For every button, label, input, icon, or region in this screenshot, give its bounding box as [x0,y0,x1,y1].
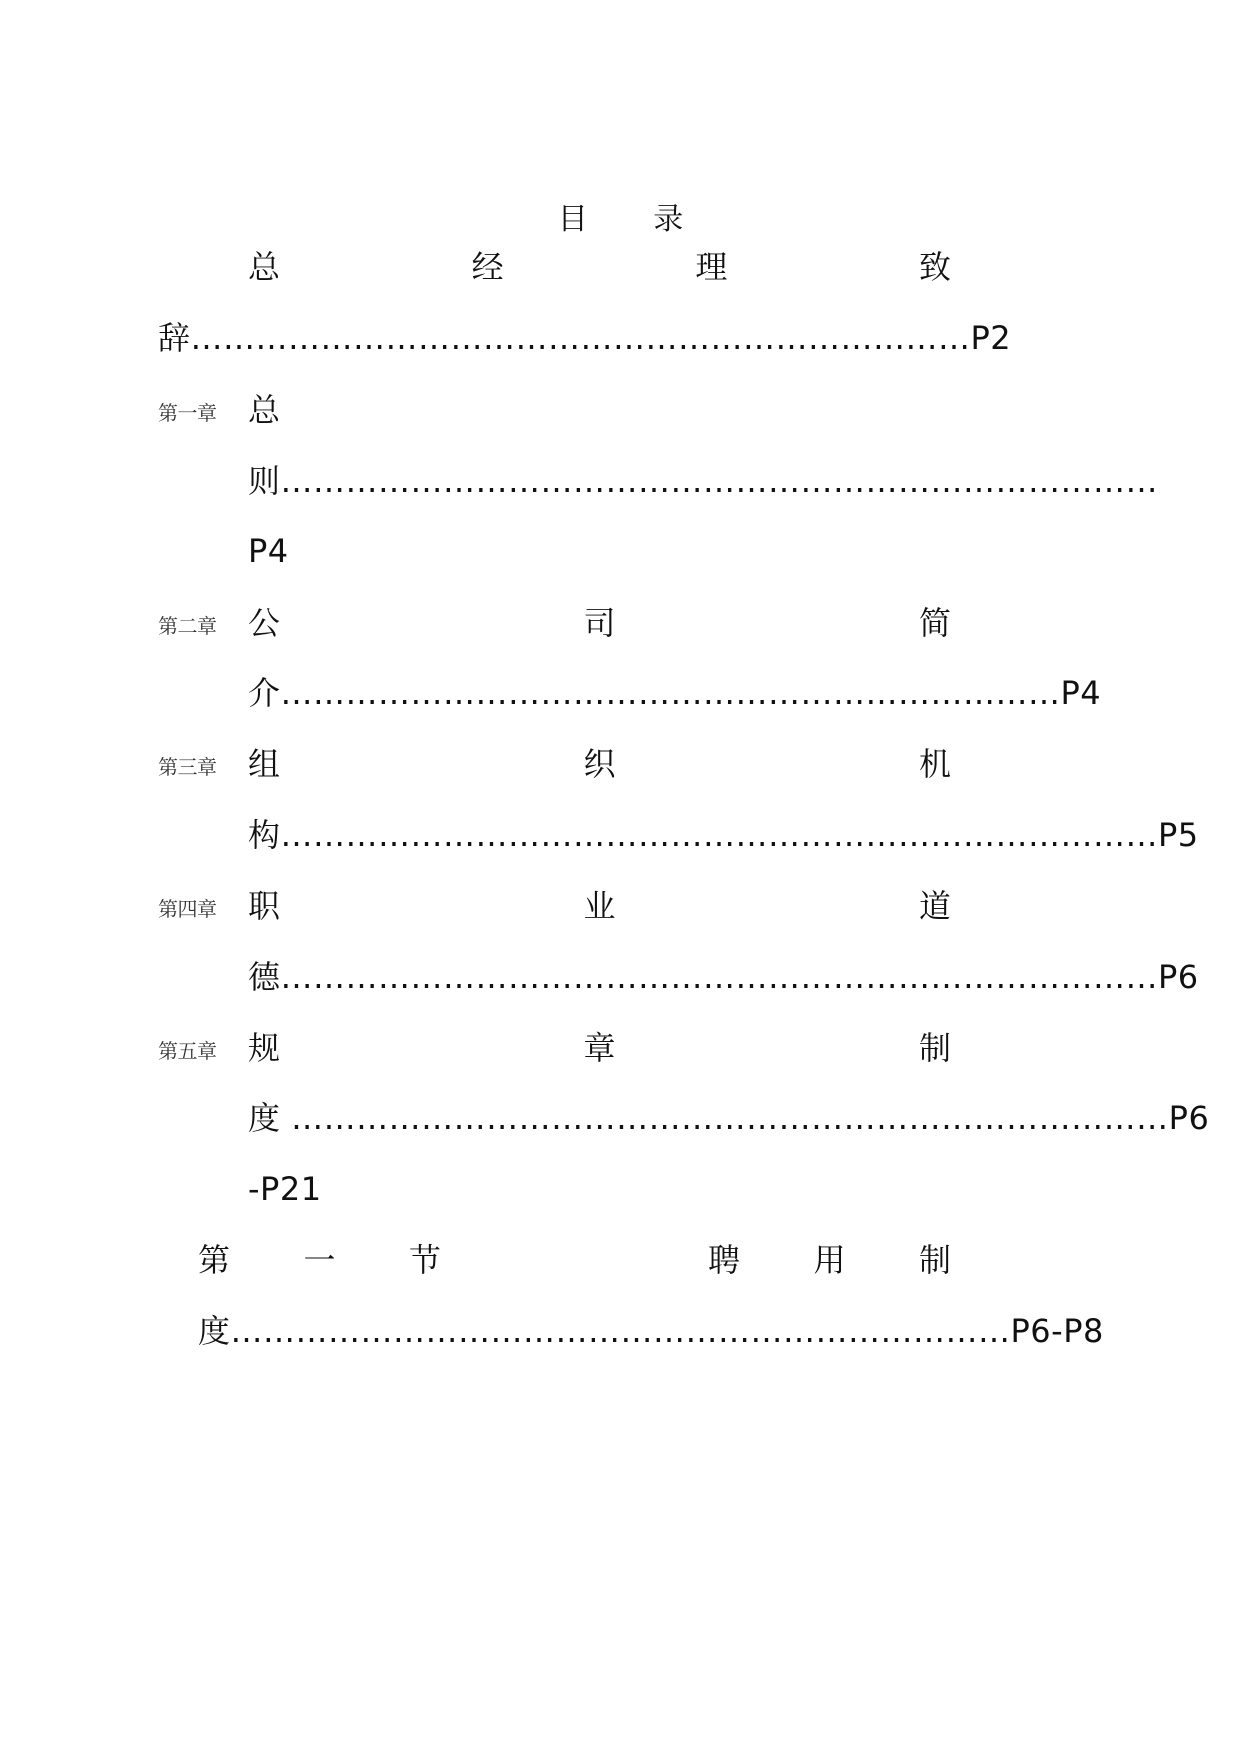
toc-entry-chapter-4-line2[interactable]: 德………………………………………………………………………P6 [248,958,1199,996]
section-char: 聘 [707,1241,740,1279]
toc-entry-preface[interactable] [248,247,951,287]
preface-char: 致 [918,248,951,286]
chapter-label: 第四章 [158,897,217,921]
chapter-char: 业 [583,887,616,925]
toc-entry-chapter-1-page[interactable]: P4 [248,532,289,570]
chapter-char: 组 [248,745,281,783]
chapter-label: 第二章 [158,614,217,638]
toc-entry-chapter-2-line2[interactable]: 介………………………………………………………………P4 [248,674,1102,712]
preface-char: 总 [248,248,281,286]
section-char: 节 [409,1241,442,1279]
chapter-char: 章 [583,1029,616,1067]
chapter-char: 司 [583,604,616,642]
toc-entry-chapter-4[interactable] [248,886,951,926]
chapter-char: 道 [918,887,951,925]
chapter-char: 织 [583,745,616,783]
toc-entry-chapter-3-line2[interactable]: 构………………………………………………………………………P5 [248,816,1199,854]
section-char: 一 [303,1241,336,1279]
chapter-char: 规 [248,1029,281,1067]
section-char: 用 [813,1241,846,1279]
toc-title: 目 录 [557,202,712,237]
toc-entry-chapter-1[interactable]: 总 [248,391,281,429]
chapter-label: 第三章 [158,755,217,779]
chapter-char: 简 [918,604,951,642]
toc-entry-section-1-line2[interactable]: 度………………………………………………………………P6-P8 [198,1312,1104,1350]
toc-entry-chapter-1-line2[interactable]: 则……………………………………………………………………… [248,462,1159,500]
toc-entry-chapter-5-page[interactable]: -P21 [248,1170,322,1208]
toc-entry-chapter-5[interactable] [248,1028,951,1068]
chapter-char: 制 [918,1029,951,1067]
chapter-char: 机 [918,745,951,783]
section-char: 第 [198,1241,231,1279]
preface-char: 经 [471,248,504,286]
toc-entry-chapter-5-line2[interactable]: 度 ………………………………………………………………………P6 [248,1099,1210,1137]
toc-entry-preface-line2[interactable]: 辞………………………………………………………………P2 [158,319,1012,357]
chapter-label: 第一章 [158,401,217,425]
section-char: 制 [918,1241,951,1279]
chapter-char: 公 [248,604,281,642]
section-spacer [515,1240,635,1280]
preface-char: 理 [695,248,728,286]
chapter-char: 职 [248,887,281,925]
chapter-label: 第五章 [158,1039,217,1063]
toc-entry-section-1[interactable] [198,1240,951,1280]
toc-entry-chapter-3[interactable] [248,744,951,784]
toc-entry-chapter-2[interactable] [248,603,951,643]
